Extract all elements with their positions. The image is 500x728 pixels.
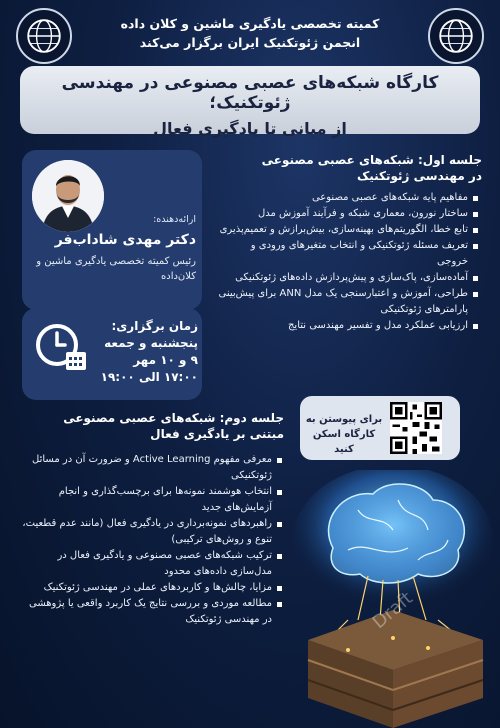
clock-calendar-icon <box>32 318 90 376</box>
list-item: تابع خطا، الگوریتم‌های بهینه‌سازی، بیش‌برازش و تعمیم‌پذیری <box>218 222 480 238</box>
list-item: راهبردهای نمونه‌برداری در یادگیری فعال (مانند عدم قطعیت، تنوع و روش‌های ترکیبی) <box>20 516 284 548</box>
list-item: ارزیابی عملکرد مدل و تفسیر مهندسی نتایج <box>218 318 480 334</box>
workshop-subtitle: از مبانی تا یادگیری فعال <box>153 119 347 138</box>
schedule-dates: ۹ و ۱۰ مهر <box>133 353 198 367</box>
list-item: ترکیب شبکه‌های عصبی مصنوعی و یادگیری فعال در مدل‌سازی داده‌های محدود <box>20 548 284 580</box>
list-item: آماده‌سازی، پاک‌سازی و پیش‌پردازش داده‌های ژئوتکنیکی <box>218 270 480 286</box>
list-item: طراحی، آموزش و اعتبارسنجی یک مدل ANN برای پیش‌بینی پارامترهای ژئوتکنیکی <box>218 286 480 318</box>
schedule-label: زمان برگزاری: <box>111 319 198 333</box>
list-item: معرفی مفهوم Active Learning و ضرورت آن در مسائل ژئوتکنیکی <box>20 452 284 484</box>
session-2-title: جلسه دوم: شبکه‌های عصبی مصنوعی مبتنی بر یادگیری فعال <box>63 411 284 441</box>
speaker-role: رئیس کمیته تخصصی یادگیری ماشین و کلان‌داده <box>36 256 196 282</box>
speaker-label: ارائه‌دهنده: <box>153 214 196 225</box>
list-item: مطالعه موردی و بررسی نتایج یک کاربرد واقعی یا پژوهشی در مهندسی ژئوتکنیک <box>20 596 284 628</box>
organizer-heading <box>90 14 410 52</box>
title-banner <box>20 66 480 138</box>
society-logo-right <box>428 8 484 64</box>
workshop-title: کارگاه شبکه‌های عصبی مصنوعی در مهندسی ژئوتکنیک؛ <box>61 73 439 113</box>
speaker-name: دکتر مهدی شاداب‌فر <box>54 232 196 248</box>
list-item: مفاهیم پایه شبکه‌های عصبی مصنوعی <box>218 190 480 206</box>
organizer-line-2: انجمن ژئوتکنیک ایران برگزار می‌کند <box>139 35 361 50</box>
society-logo-left <box>16 8 72 64</box>
schedule-details <box>92 318 198 386</box>
schedule-days: پنجشنبه و جمعه <box>104 336 198 350</box>
qr-code[interactable] <box>390 402 442 454</box>
list-item: انتخاب هوشمند نمونه‌ها برای برچسب‌گذاری و انجام آزمایش‌های جدید <box>20 484 284 516</box>
qr-instruction: برای پیوستن به کارگاه اسکن کنید <box>305 414 383 455</box>
list-item: مزایا، چالش‌ها و کاربردهای عملی در مهندسی ژئوتکنیک <box>20 580 284 596</box>
list-item: ساختار نورون، معماری شبکه و فرآیند آموزش مدل <box>218 206 480 222</box>
list-item: تعریف مسئله ژئوتکنیکی و انتخاب متغیرهای ورودی و خروجی <box>218 238 480 270</box>
session-1-title: جلسه اول: شبکه‌های عصبی مصنوعی در مهندسی ژئوتکنیک <box>261 153 482 183</box>
session-1-topics <box>218 190 480 334</box>
schedule-hours: ۱۷:۰۰ الی ۱۹:۰۰ <box>100 370 198 384</box>
organizer-line-1: کمیته تخصصی یادگیری ماشین و کلان داده <box>120 16 380 31</box>
draft-watermark: Draft <box>368 587 417 634</box>
session-2-topics <box>20 452 284 628</box>
